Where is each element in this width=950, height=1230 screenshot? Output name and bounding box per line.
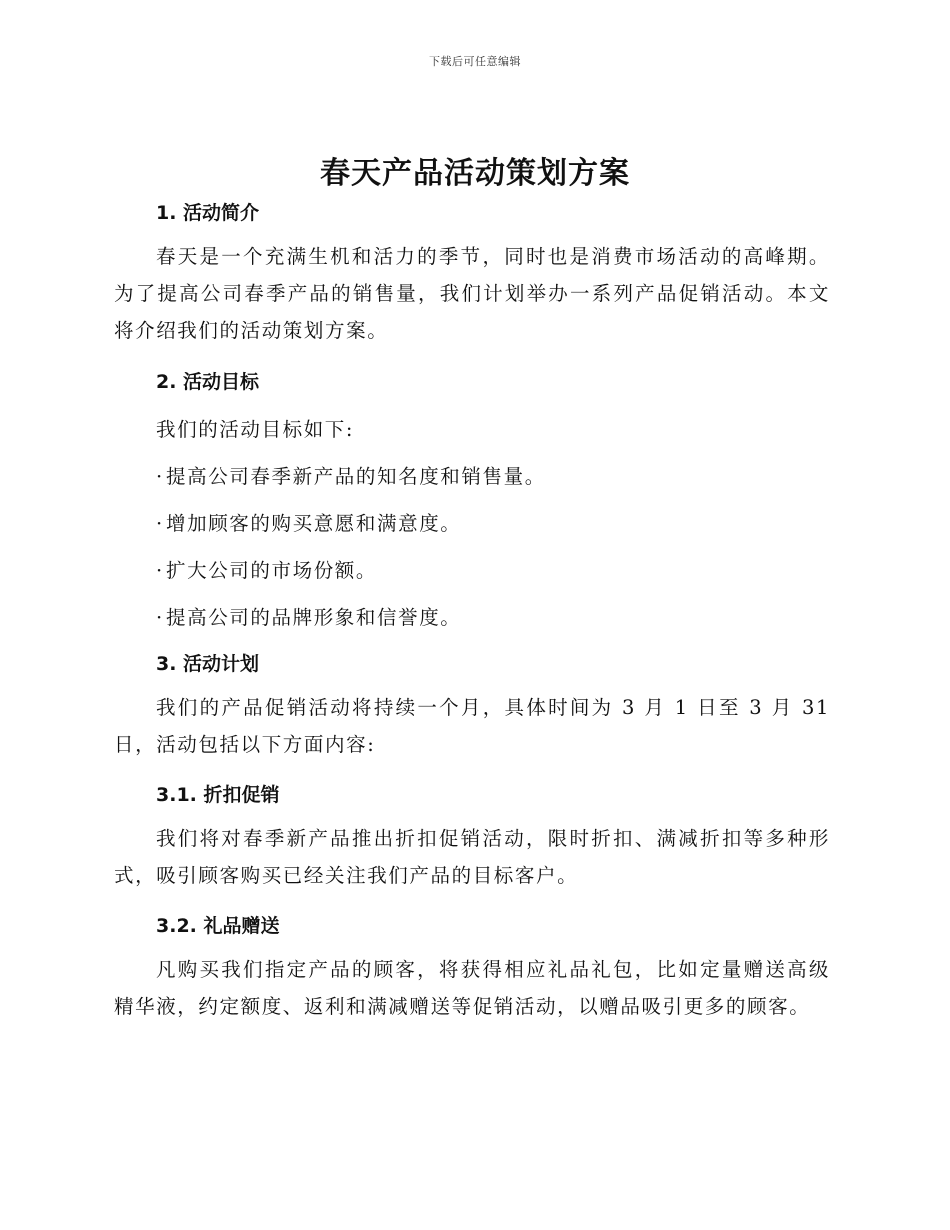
goal-bullet: · 提高公司的品牌形象和信誉度。 [156,606,462,629]
bullet-dot-icon: · [156,465,164,488]
section-heading-intro: 1. 活动简介 [156,202,260,224]
section-heading-discount: 3.1. 折扣促销 [156,784,280,806]
section-paragraph-plan: 我们的产品促销活动将持续一个月，具体时间为 3 月 1 日至 3 月 31 日，活动包括以下方面内容: [114,696,830,756]
section-paragraph-discount: 我们将对春季新产品推出折扣促销活动，限时折扣、满减折扣等多种形式，吸引顾客购买已经关注我们产品的目标客户。 [114,827,830,887]
goal-bullet: · 增加顾客的购买意愿和满意度。 [156,512,462,535]
goal-bullet: · 扩大公司的市场份额。 [156,559,378,582]
header-note: 下载后可任意编辑 [429,55,521,68]
section-paragraph-intro: 春天是一个充满生机和活力的季节，同时也是消费市场活动的高峰期。为了提高公司春季产品的销售量，我们计划举办一系列产品促销活动。本文将介绍我们的活动策划方案。 [114,245,830,342]
section-paragraph-gift: 凡购买我们指定产品的顾客，将获得相应礼品礼包，比如定量赠送高级精华液，约定额度、返利和满减赠送等促销活动，以赠品吸引更多的顾客。 [114,958,830,1018]
bullet-dot-icon: · [156,512,164,535]
section-heading-goals: 2. 活动目标 [156,371,260,393]
document-title: 春天产品活动策划方案 [320,156,630,191]
section-heading-gift: 3.2. 礼品赠送 [156,915,280,937]
section-heading-plan: 3. 活动计划 [156,653,260,675]
bullet-dot-icon: · [156,606,164,629]
bullet-dot-icon: · [156,559,164,582]
goals-intro: 我们的活动目标如下: [156,418,355,441]
goal-bullet: · 提高公司春季新产品的知名度和销售量。 [156,465,546,488]
